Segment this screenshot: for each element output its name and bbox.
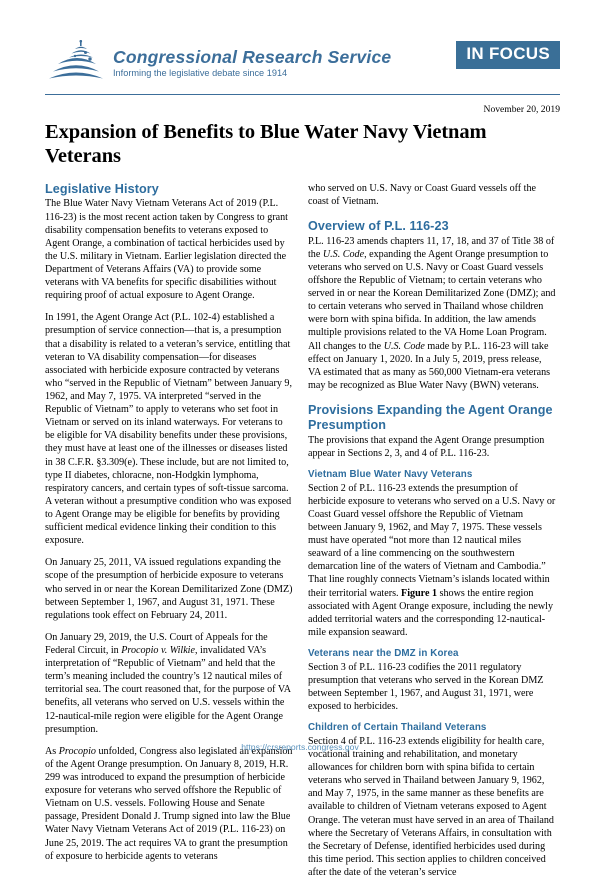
subsection-heading-thailand-children: Children of Certain Thailand Veterans <box>308 722 487 734</box>
subsection-heading-dmz-korea: Veterans near the DMZ in Korea <box>308 648 459 659</box>
in-focus-badge: IN FOCUS <box>456 41 560 69</box>
text-run: unfolded, Congress also legislated an expansion of the Agent Orange presumption. On January 8, 2019, H.R. 299 was introduced to expand the presumption of herbicide exposure for veterans who served offshore the Republic of Vietnam on U.S. vessels. Following House and Senate passage, President Donald J. Trump signed into law the Blue Water Navy Vietnam Veterans Act of 2019 (P.L. 116-23) on June 25, 2019. The act requires VA to grant the presumption of exposure to herbicide agents to veterans <box>45 745 293 862</box>
crs-capitol-dome-logo-icon <box>45 40 107 84</box>
section-heading-provisions: Provisions Expanding the Agent Orange Presumption <box>308 403 553 432</box>
page-title: Expansion of Benefits to Blue Water Navy Vietnam Veterans <box>45 120 487 167</box>
text-run: , invalidated VA’s interpretation of “Republic of Vietnam” and held that the term’s meaning included the country’s 12 nautical miles of territorial sea. The court reasoned that, for the purpose of VA benefits, all veterans who served on U.S. vessels within the 12-nautical-mile region were eligible for the Agent Orange presumption. <box>45 644 291 735</box>
paragraph-continuation: who served on U.S. Navy or Coast Guard vessels off the coast of Vietnam. <box>308 182 537 207</box>
case-citation: Procopio v. Wilkie <box>121 644 195 656</box>
paragraph-provisions: The provisions that expand the Agent Orange presumption appear in Sections 2, 3, and 4 of P.L. 116-23. <box>308 434 545 459</box>
us-code-citation: U.S. Code <box>383 340 425 352</box>
masthead <box>45 40 560 86</box>
right-column <box>308 182 556 879</box>
text-run: P.L. 116-23 amends chapters 11, 17, 18, and 37 of Title 38 of the <box>308 235 555 260</box>
paragraph-dmz-korea: Section 3 of P.L. 116-23 codifies the 2011 regulatory presumption that veterans who served in the Korean DMZ between September 1, 1967, and August 31, 1971, were exposed to herbicides. <box>308 661 544 713</box>
brand-name: Congressional Research Service <box>113 46 392 67</box>
figure-reference: Figure 1 <box>401 587 438 599</box>
us-code-citation: U.S. Code <box>322 248 365 260</box>
paragraph-vietnam-bwn <box>308 482 556 639</box>
footer-url[interactable]: https://crsreports.congress.gov <box>241 742 359 752</box>
text-run: , expanding the Agent Orange presumption to veterans who served on U.S. Navy or Coast Guard vessels offshore the Republic of Vietnam; to certain veterans who served in or near the Korean Demilitarized Zone (DMZ); and to certain veterans who served in Thailand whose children were born with spina bifida. In addition, the law amends multiple provisions related to the VA Home Loan Program. All changes to the <box>308 248 556 352</box>
text-run: shows the entire region associated with Agent Orange exposure, including the newly added territorial waters and the corresponding 12-nautical-mile expansion seaward. <box>308 587 553 638</box>
paragraph: On January 25, 2011, VA issued regulations expanding the scope of the presumption of herbicide exposure to veterans who served in or near the Korean Demilitarized Zone (DMZ) between September 1, 1967, and August 31, 1971. These regulations took effect on February 24, 2011. <box>45 557 293 621</box>
brand-text-block <box>113 44 391 80</box>
document-date: November 20, 2019 <box>483 104 560 115</box>
paragraph: In 1991, the Agent Orange Act (P.L. 102-4) established a presumption of service connection—that is, a presumption that a disability is related to a veteran’s service, entitling that veteran to VA disability compensation—for diseases associated with herbicide exposure contracted by veterans who “served in the Republic of Vietnam” between January 9, 1962, and May 7, 1975. VA interpreted “served in the Republic of Vietnam” to apply to veterans who set foot in Vietnam or served on its inland waterways. For veterans to be eligible for VA disability benefits under these provisions, they must have at least one of the illnesses or diseases listed in 38 C.F.R. §3.309(e). These include, but are not limited to, type II diabetes, chloracne, non-Hodgkin lymphoma, respiratory cancers, and certain types of soft-tissue sarcoma. A veteran without a presumptive condition who was exposed to Agent Orange may be eligible for benefits by providing sufficient medical evidence linking their condition to this exposure. <box>45 312 292 547</box>
text-run: made by P.L. 116-23 will take effect on January 1, 2020. In a July 5, 2019, press release, VA estimated that as many as 560,000 Vietnam-era veterans may be recognized as Blue Water Navy (BWN) veterans. <box>308 340 551 391</box>
paragraph: The Blue Water Navy Vietnam Veterans Act of 2019 (P.L. 116-23) is the most recent action taken by Congress to grant disability compensation benefits to veterans exposed to Agent Orange, a combination of tactical herbicides used by the U.S. military in Vietnam. Earlier legislation directed the Department of Veterans Affairs (VA) to provide some veterans with VA benefits for specific disabilities without requiring proof of actual exposure to Agent Orange. <box>45 198 288 302</box>
case-citation: Procopio <box>58 745 96 757</box>
subsection-heading-vietnam-bwn: Vietnam Blue Water Navy Veterans <box>308 468 473 480</box>
paragraph-procopio-congress <box>45 745 293 863</box>
left-column <box>45 182 293 879</box>
brand-tagline: Informing the legislative debate since 1914 <box>113 68 288 79</box>
paragraph-overview <box>308 235 556 392</box>
masthead-divider <box>45 94 560 95</box>
section-heading-legislative-history: Legislative History <box>45 181 159 196</box>
paragraph-procopio-court <box>45 631 293 736</box>
body-columns <box>45 182 560 879</box>
text-run: Section 2 of P.L. 116-23 extends the presumption of herbicide exposure to veterans who served on a U.S. Navy or Coast Guard vessel offshore the Republic of Vietnam between January 9, 1962, and May 7, 1975. These vessels must have operated “not more than 12 nautical miles seaward of a line commencing on the southwestern demarcation line of the waters of Vietnam and Cambodia.” That line roughly connects Vietnam’s islands located within their territorial waters. <box>308 482 556 599</box>
paragraph-thailand-children: Section 4 of P.L. 116-23 extends eligibility for health care, vocational training and rehabilitation, and monetary allowances for children born with spina bifida to certain veterans who served in Thailand between January 9, 1962, and May 7, 1975, in the same manner as these benefits are available to children of Vietnam veterans exposed to Agent Orange. The veteran must have served in an area of Thailand where the Secretary of Veterans Affairs, in consultation with the Secretary of Defense, identified herbicides used during this time period. This section applies to children conceived after the date of the veteran’s service <box>308 735 554 879</box>
crs-brand <box>45 40 391 84</box>
text-run: As <box>45 745 59 757</box>
text-run: On January 29, 2019, the U.S. Court of Appeals for the Federal Circuit, in <box>45 631 268 656</box>
section-heading-overview: Overview of P.L. 116-23 <box>308 218 449 233</box>
